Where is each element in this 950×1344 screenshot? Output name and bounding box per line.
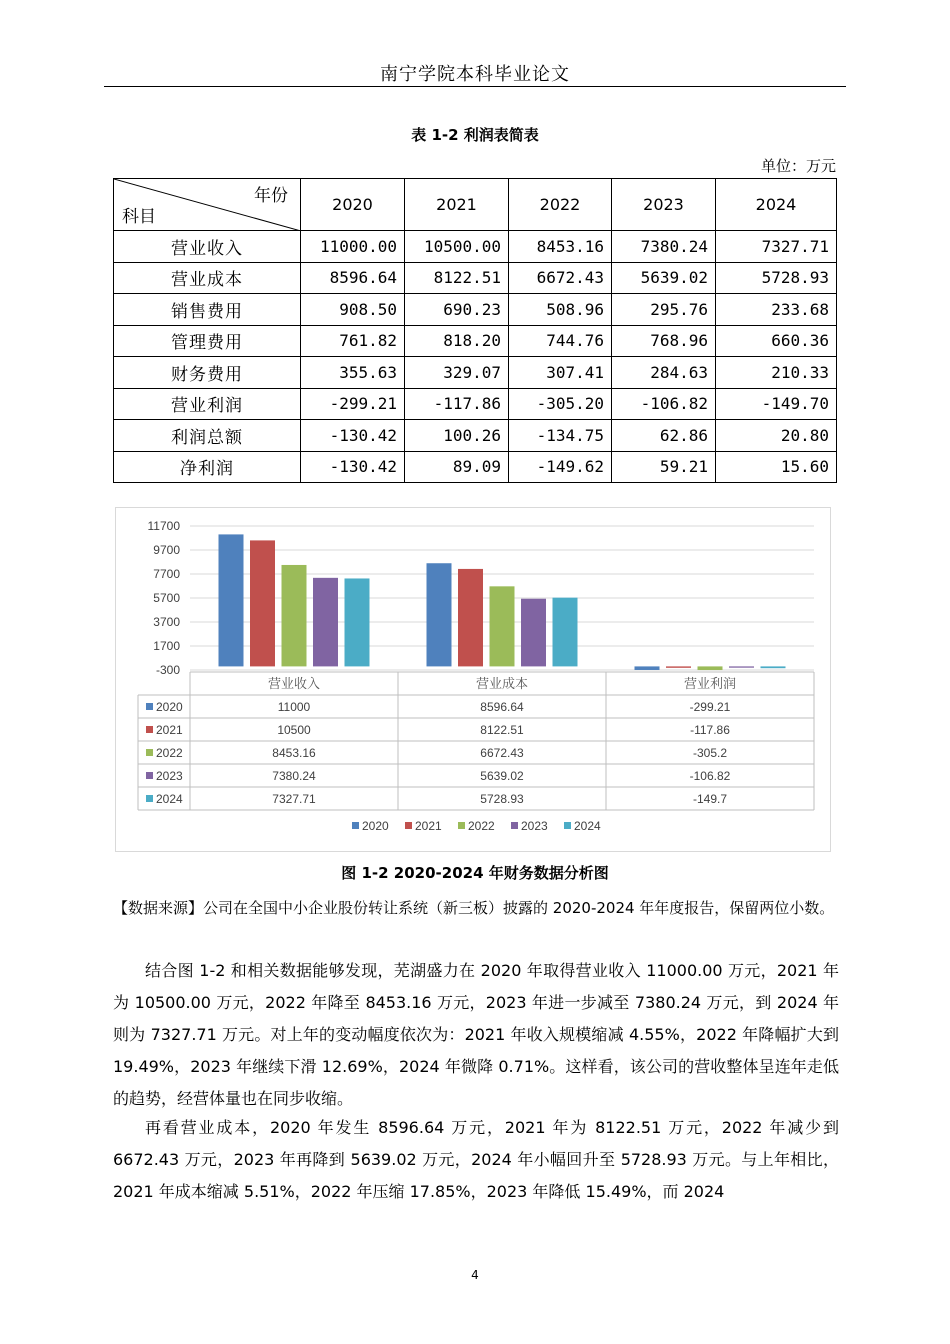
data-label: 7327.71 [272,792,316,806]
bar-2021 [458,569,483,666]
table-row [114,388,837,420]
legend-label: 2022 [468,819,495,833]
table-cell: 11000.00 [301,231,405,263]
data-label: 8122.51 [480,723,524,737]
table-row [114,451,837,483]
table-cell: 307.41 [509,357,612,389]
diagonal-header-cell [114,179,301,231]
data-label: 10500 [277,723,311,737]
data-label: -117.86 [690,723,730,737]
row-item-label: 利润总额 [114,420,301,452]
table-title: 表 1-2 利润表简表 [411,126,539,144]
table-cell: 62.86 [612,420,716,452]
bar-2023 [521,599,546,667]
legend-key-2020 [146,703,153,710]
table-cell: -117.86 [405,388,509,420]
year-header: 2020 [301,179,405,231]
table-cell: 15.60 [716,451,837,483]
y-tick-label: 3700 [153,615,180,629]
data-label: 6672.43 [480,746,524,760]
category-label: 营业成本 [475,676,529,691]
table-cell: 7327.71 [716,231,837,263]
legend-key-2023 [146,772,153,779]
y-tick-label: 9700 [153,543,180,557]
y-tick-label: 1700 [153,639,180,653]
data-label: 5728.93 [480,792,524,806]
header-rule [104,86,846,87]
table-cell: 8453.16 [509,231,612,263]
year-header: 2023 [612,179,716,231]
table-cell: 744.76 [509,325,612,357]
legend-label: 2021 [415,819,442,833]
bar-2024 [761,666,786,668]
legend-key-2022 [146,749,153,756]
profit-table [113,178,837,483]
legend-label: 2023 [521,819,548,833]
table-cell: -106.82 [612,388,716,420]
series-name: 2023 [156,769,183,783]
bar-2022 [698,666,723,670]
table-header-row [114,179,837,231]
bar-2020 [219,534,244,666]
table-cell: 89.09 [405,451,509,483]
y-tick-label: 11700 [147,519,180,533]
table-cell: 761.82 [301,325,405,357]
table-cell: -305.20 [509,388,612,420]
table-row [114,231,837,263]
category-label: 营业利润 [683,676,737,691]
table-cell: 768.96 [612,325,716,357]
data-label: -305.2 [692,746,728,760]
body-paragraph-revenue: 结合图 1-2 和相关数据能够发现，芜湖盛力在 2020 年取得营业收入 11000.00 万元，2021 年为 10500.00 万元，2022 年降至 8453.16 万元，2023 年进一步减至 7380.24 万元，到 2024 年则为 7327.71 万元。对上年的变动幅度依次为：2021 年收入规模缩减 4.55%，2022 年降幅扩大到 19.49%，2023 年继续下滑 12.69%，2024 年微降 0.71%。这样看，该公司的营收整体呈连年走低的趋势，经营体量也在同步收缩。 [113,961,839,1108]
table-row [114,420,837,452]
legend-key-2021 [146,726,153,733]
table-unit: 单位：万元 [760,157,836,175]
table-cell: -149.70 [716,388,837,420]
table-cell: -149.62 [509,451,612,483]
table-cell: 660.36 [716,325,837,357]
bar-2023 [313,578,338,667]
table-cell: -134.75 [509,420,612,452]
data-label: -149.7 [692,792,728,806]
table-row [114,262,837,294]
table-cell: 284.63 [612,357,716,389]
data-label: 11000 [277,700,311,714]
data-source-note: 【数据来源】公司在全国中小企业股份转让系统（新三板）披露的 2020-2024 年年度报告，保留两位小数。 [113,899,835,917]
row-item-label: 营业利润 [114,388,301,420]
series-name: 2024 [156,792,183,806]
bar-2024 [553,598,578,667]
row-item-label: 销售费用 [114,294,301,326]
table-row [114,357,837,389]
data-label: 8596.64 [480,700,524,714]
table-cell: 233.68 [716,294,837,326]
year-header: 2021 [405,179,509,231]
row-item-label: 管理费用 [114,325,301,357]
table-cell: 8122.51 [405,262,509,294]
row-item-label: 营业成本 [114,262,301,294]
legend-label: 2020 [362,819,389,833]
figure-caption: 图 1-2 2020-2024 年财务数据分析图 [341,864,609,882]
table-row [114,325,837,357]
data-label: -106.82 [689,769,731,783]
bar-2021 [666,666,691,667]
table-cell: 818.20 [405,325,509,357]
table-cell: 329.07 [405,357,509,389]
series-name: 2022 [156,746,183,760]
page-number: 4 [471,1268,479,1282]
table-cell: 5728.93 [716,262,837,294]
table-row [114,294,837,326]
category-label: 营业收入 [267,676,321,691]
table-cell: -299.21 [301,388,405,420]
data-label: -299.21 [689,700,731,714]
table-cell: 8596.64 [301,262,405,294]
series-name: 2021 [156,723,183,737]
y-tick-label: -300 [155,663,180,677]
table-cell: 908.50 [301,294,405,326]
table-cell: 690.23 [405,294,509,326]
table-cell: 20.80 [716,420,837,452]
table-cell: 59.21 [612,451,716,483]
data-label: 5639.02 [480,769,524,783]
legend-swatch-2022 [458,822,465,829]
series-name: 2020 [156,700,183,714]
bar-2024 [345,578,370,666]
legend-swatch-2023 [511,822,518,829]
table-cell: 210.33 [716,357,837,389]
table-cell: 6672.43 [509,262,612,294]
body-paragraph-cost: 再看营业成本，2020 年发生 8596.64 万元，2021 年为 8122.51 万元，2022 年减少到 6672.43 万元，2023 年再降到 5639.02 万元，2024 年小幅回升至 5728.93 万元。与上年相比，2021 年成本缩减 5.51%，2022 年压缩 17.85%，2023 年降低 15.49%，而 2024 [113,1118,839,1201]
year-header: 2024 [716,179,837,231]
bar-2022 [282,565,307,666]
data-label: 7380.24 [272,769,316,783]
corner-item-label: 科目 [122,207,156,227]
bar-2020 [427,563,452,666]
year-header: 2022 [509,179,612,231]
y-tick-label: 5700 [153,591,180,605]
table-cell: 10500.00 [405,231,509,263]
legend-key-2024 [146,795,153,802]
legend-swatch-2024 [564,822,571,829]
table-cell: -130.42 [301,451,405,483]
table-cell: 100.26 [405,420,509,452]
legend-swatch-2021 [405,822,412,829]
chart-canvas [116,508,830,851]
y-tick-label: 7700 [153,567,180,581]
financial-chart [115,507,831,852]
table-cell: 7380.24 [612,231,716,263]
bar-2020 [635,666,660,670]
corner-year-label: 年份 [254,186,288,206]
table-cell: 355.63 [301,357,405,389]
row-item-label: 净利润 [114,451,301,483]
table-cell: 5639.02 [612,262,716,294]
bar-2021 [250,540,275,666]
bar-2022 [490,586,515,666]
table-cell: 508.96 [509,294,612,326]
table-cell: 295.76 [612,294,716,326]
bar-2023 [729,666,754,667]
legend-label: 2024 [574,819,601,833]
data-label: 8453.16 [272,746,316,760]
row-item-label: 财务费用 [114,357,301,389]
table-cell: -130.42 [301,420,405,452]
row-item-label: 营业收入 [114,231,301,263]
legend-swatch-2020 [352,822,359,829]
page-header-title: 南宁学院本科毕业论文 [380,64,570,85]
